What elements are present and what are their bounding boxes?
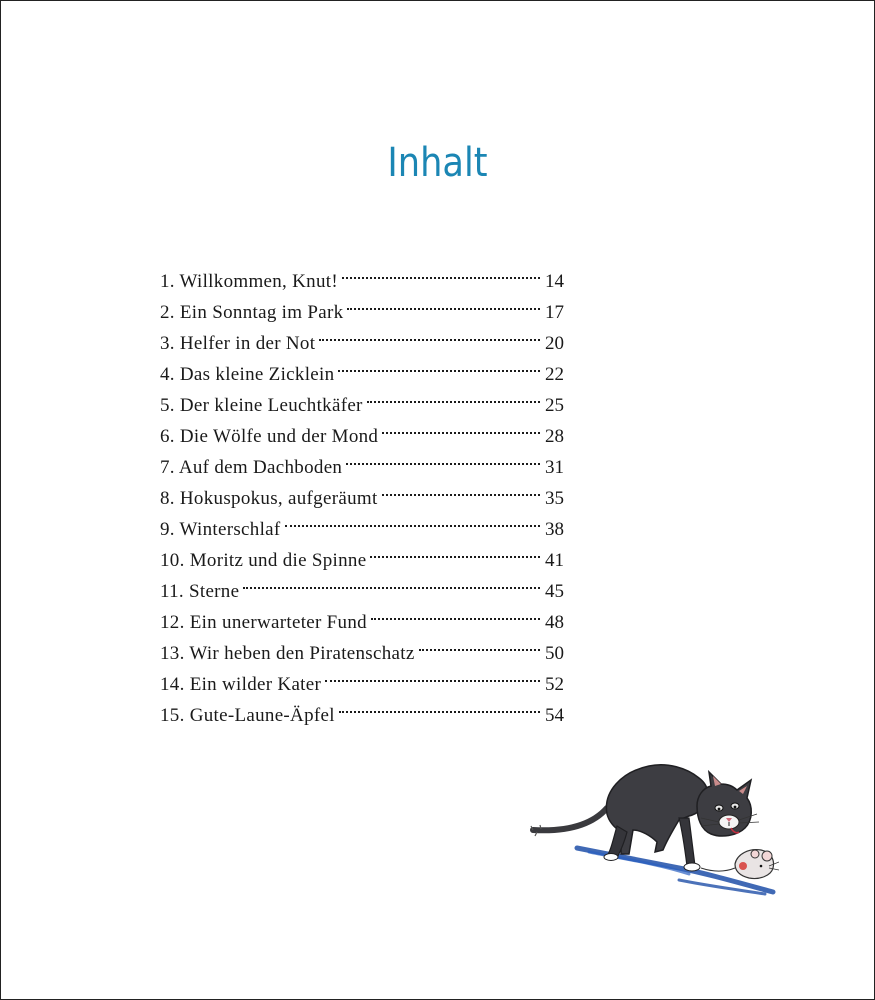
toc-entry-title: 13. Wir heben den Piratenschatz xyxy=(160,643,415,664)
toc-entry-page: 48 xyxy=(545,612,564,633)
toc-entry-page: 50 xyxy=(545,643,564,664)
toc-leader-dots xyxy=(347,287,540,318)
toc-leader-dots xyxy=(382,411,540,442)
toc-entry-title: 4. Das kleine Zicklein xyxy=(160,364,335,385)
toc-entry-title: 12. Ein unerwarteter Fund xyxy=(160,612,367,633)
toc-entry-page: 54 xyxy=(545,705,564,726)
cat-with-mouse-illustration xyxy=(529,756,779,901)
toc-entry-page: 14 xyxy=(545,271,564,292)
toc-entry-page: 22 xyxy=(545,364,564,385)
toc-entry-page: 41 xyxy=(545,550,564,571)
toc-entry-title: 2. Ein Sonntag im Park xyxy=(160,302,344,323)
cat-head xyxy=(697,772,759,836)
toc-entry-title: 15. Gute-Laune-Äpfel xyxy=(160,705,335,726)
toc-entry-title: 10. Moritz und die Spinne xyxy=(160,550,367,571)
toc-entry-title: 8. Hokuspokus, aufgeräumt xyxy=(160,488,378,509)
toc-entry-title: 1. Willkommen, Knut! xyxy=(160,271,338,292)
toc-entry-title: 5. Der kleine Leuchtkäfer xyxy=(160,395,363,416)
toc-leader-dots xyxy=(367,380,540,411)
toc-entry xyxy=(160,256,564,292)
toc-entry-title: 6. Die Wölfe und der Mond xyxy=(160,426,379,447)
toc-entry-page: 17 xyxy=(545,302,564,323)
toc-leader-dots xyxy=(338,349,540,380)
table-of-contents xyxy=(160,256,564,726)
toc-leader-dots xyxy=(346,442,540,473)
toc-entry-page: 31 xyxy=(545,457,564,478)
toc-entry-title: 11. Sterne xyxy=(160,581,240,602)
toc-leader-dots xyxy=(371,597,540,628)
toc-leader-dots xyxy=(382,473,540,504)
toc-leader-dots xyxy=(419,628,540,659)
toc-leader-dots xyxy=(370,535,540,566)
toc-entry-page: 28 xyxy=(545,426,564,447)
toc-entry-page: 52 xyxy=(545,674,564,695)
toc-entry-page: 20 xyxy=(545,333,564,354)
toc-leader-dots xyxy=(319,318,540,349)
toc-entry-title: 14. Ein wilder Kater xyxy=(160,674,322,695)
toc-leader-dots xyxy=(285,504,540,535)
toc-leader-dots xyxy=(243,566,540,597)
toc-entry-page: 25 xyxy=(545,395,564,416)
toc-entry-title: 9. Winterschlaf xyxy=(160,519,281,540)
toc-entry-title: 3. Helfer in der Not xyxy=(160,333,316,354)
cat-tail xyxy=(533,808,607,830)
toc-entry-page: 38 xyxy=(545,519,564,540)
toc-entry-title: 7. Auf dem Dachboden xyxy=(160,457,343,478)
toc-entry-page: 45 xyxy=(545,581,564,602)
toc-leader-dots xyxy=(342,256,540,287)
toc-leader-dots xyxy=(325,659,540,690)
page-title: Inhalt xyxy=(387,140,488,186)
toc-leader-dots xyxy=(339,690,540,721)
toc-entry-page: 35 xyxy=(545,488,564,509)
